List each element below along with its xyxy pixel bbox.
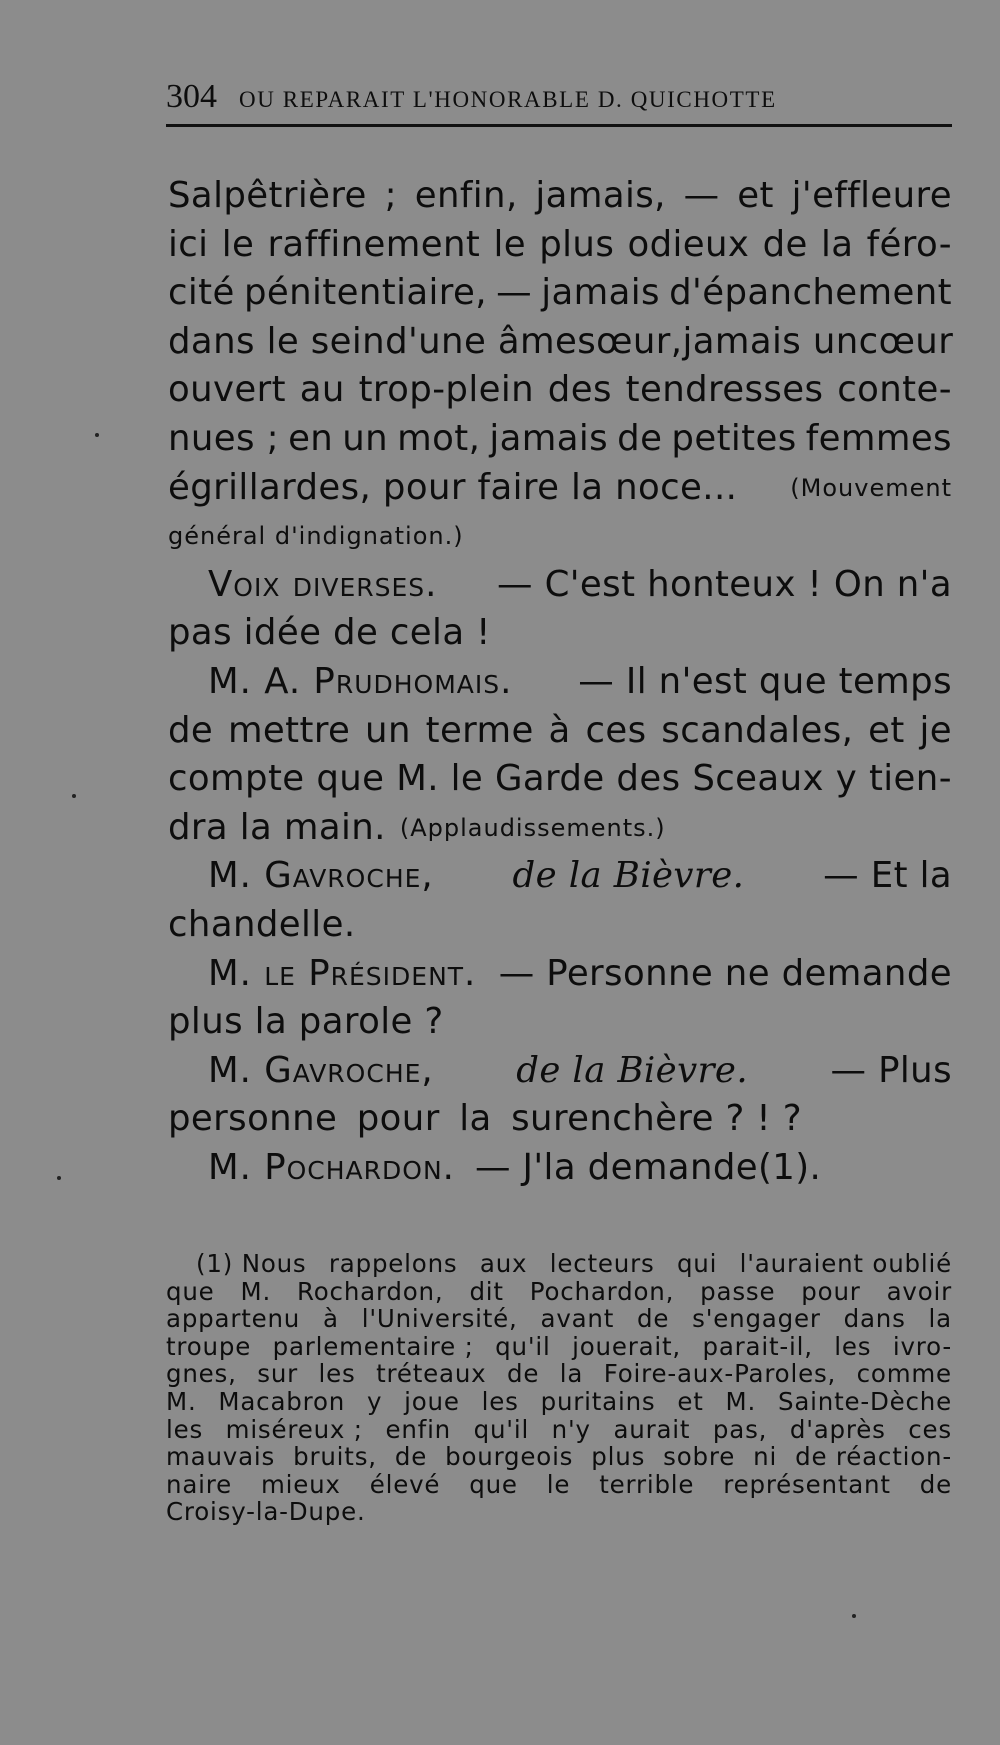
word: l'Université, xyxy=(361,1304,518,1334)
word: j'effleure xyxy=(791,175,952,216)
word: jamais xyxy=(541,272,660,314)
speech-text: — J'la demande(1). xyxy=(474,1146,822,1188)
word: plus xyxy=(539,223,615,265)
word: parait-il, xyxy=(702,1331,813,1361)
word: en xyxy=(288,417,334,459)
footnote-lines xyxy=(166,1250,952,1498)
word: Sceaux xyxy=(692,758,824,800)
header-rule xyxy=(166,124,952,127)
footnote-line xyxy=(166,1388,952,1416)
word: ivro- xyxy=(892,1331,952,1361)
word: jamais xyxy=(489,417,609,459)
word: les xyxy=(166,1414,204,1444)
word: — xyxy=(683,175,720,216)
word: M. xyxy=(725,1386,757,1416)
speech-continuation xyxy=(168,707,952,756)
speech-text: — Personne ne demande xyxy=(498,952,952,994)
word: et xyxy=(737,175,774,216)
body-lines xyxy=(168,172,952,464)
speaker-name: M. A. Prudhomais. xyxy=(208,660,513,702)
word: scandales, xyxy=(661,709,854,751)
word: la xyxy=(459,1098,492,1140)
word: que xyxy=(166,1276,215,1306)
word: enfin, xyxy=(414,175,518,216)
word: ces xyxy=(908,1414,952,1444)
word: ; xyxy=(384,175,397,216)
word: de xyxy=(507,1359,540,1389)
word: terrible xyxy=(599,1469,695,1499)
word: pour xyxy=(356,1098,440,1140)
stage-direction: (Mouvement xyxy=(790,473,952,502)
footnote-line xyxy=(166,1250,952,1278)
speaker-name: M. Gavroche, xyxy=(208,1049,434,1091)
word: passe xyxy=(700,1276,776,1306)
word: bourgeois xyxy=(445,1442,574,1472)
word: de xyxy=(394,1442,428,1472)
speech-text: pas idée de cela ! xyxy=(168,612,491,654)
speech-president xyxy=(168,950,952,999)
body-line-3 xyxy=(168,269,952,318)
word: féro- xyxy=(866,223,952,265)
word: avant xyxy=(540,1304,615,1334)
word: compte xyxy=(168,758,305,800)
word: qu'il xyxy=(473,1414,530,1444)
word: d'une âme xyxy=(385,320,578,362)
word: puritains xyxy=(540,1386,656,1416)
speaker-origin: de la Bièvre. xyxy=(516,1049,749,1091)
word: et xyxy=(677,1386,704,1416)
word: dans le sein xyxy=(168,320,386,362)
word: la xyxy=(820,223,854,265)
speech-text: plus la parole ? xyxy=(168,1001,444,1043)
speech-text: — Et la xyxy=(823,855,952,897)
word: femmes xyxy=(805,417,952,459)
word: représentant xyxy=(723,1469,891,1499)
word: mettre xyxy=(227,709,351,751)
speech-pochardon xyxy=(168,1144,952,1193)
scan-speck xyxy=(95,433,99,437)
footnote-line xyxy=(166,1471,952,1499)
word: M. le xyxy=(396,758,484,800)
word: sœur, xyxy=(577,320,683,362)
word: qu'il xyxy=(495,1331,551,1361)
word: et xyxy=(868,709,905,751)
word: mot, xyxy=(397,417,481,459)
word: Garde xyxy=(494,758,605,800)
word: jouerait, xyxy=(572,1331,681,1361)
word: ouvert xyxy=(168,369,286,411)
word: tien- xyxy=(868,758,952,800)
word: Sainte-Dèche xyxy=(777,1386,952,1416)
footnote xyxy=(166,1250,952,1526)
word: n'y xyxy=(551,1414,591,1444)
word: sur xyxy=(257,1359,299,1389)
speech-continuation xyxy=(168,1095,952,1144)
word: des xyxy=(616,758,681,800)
word: cité xyxy=(168,272,235,314)
body-text xyxy=(168,172,952,1192)
footnote-line xyxy=(166,1333,952,1361)
speech-continuation xyxy=(168,901,952,950)
word: cœur xyxy=(858,320,954,362)
word: y xyxy=(366,1386,383,1416)
word: tendresses xyxy=(625,369,824,411)
word: je xyxy=(919,709,952,751)
speaker-name: Voix diverses. xyxy=(208,563,438,605)
word: ni xyxy=(753,1442,778,1472)
speaker-origin: de la Bièvre. xyxy=(512,855,745,897)
word: les xyxy=(481,1386,519,1416)
word: qui xyxy=(676,1249,718,1278)
running-head: OU REPARAIT L'HONORABLE D. QUICHOTTE xyxy=(239,87,777,112)
word: M. xyxy=(240,1276,272,1306)
footnote-line xyxy=(166,1416,952,1444)
footnote-line xyxy=(166,1278,952,1306)
word: pénitentiaire, xyxy=(243,272,487,314)
speech-text: dra la main. xyxy=(168,806,386,848)
word: terme xyxy=(425,709,534,751)
word: d'après xyxy=(789,1414,886,1444)
word: pas, xyxy=(712,1414,768,1444)
body-line-5 xyxy=(168,366,952,415)
word: les xyxy=(834,1331,872,1361)
word: conte- xyxy=(837,369,952,411)
word: raffinement xyxy=(267,223,481,265)
word: miséreux ; xyxy=(225,1414,363,1444)
word: parlementaire ; xyxy=(272,1331,474,1361)
footnote-line xyxy=(166,1305,952,1333)
word: — xyxy=(496,272,532,314)
page-header xyxy=(166,78,952,116)
word: l'auraient oublié xyxy=(739,1249,952,1278)
word: au xyxy=(299,369,345,411)
stage-direction: général d'indignation.) xyxy=(168,522,464,551)
body-line-7 xyxy=(168,464,952,513)
word: de xyxy=(762,223,808,265)
word: (1) Nous xyxy=(196,1249,307,1278)
speech-continuation xyxy=(168,755,952,804)
word: s'engager xyxy=(692,1304,821,1334)
word: dans xyxy=(843,1304,906,1334)
word: troupe xyxy=(166,1331,252,1361)
stage-direction: (Applaudissements.) xyxy=(399,813,666,842)
word: avoir xyxy=(886,1276,952,1306)
scan-speck xyxy=(72,794,76,798)
word: Macabron xyxy=(218,1386,346,1416)
word: aurait xyxy=(613,1414,691,1444)
word: plus xyxy=(591,1442,646,1472)
word: lecteurs xyxy=(549,1249,655,1278)
footnote-line xyxy=(166,1443,952,1471)
speech-gavroche xyxy=(168,1047,952,1096)
word: naire xyxy=(166,1469,232,1499)
word: bruits, xyxy=(293,1442,377,1472)
body-line-6 xyxy=(168,415,952,464)
word: surenchère ? ! ? xyxy=(511,1098,802,1140)
speech-text: — C'est honteux ! On n'a xyxy=(497,563,952,605)
word: de xyxy=(637,1304,670,1334)
word: y xyxy=(835,758,858,800)
word: le xyxy=(221,223,255,265)
word: jamais, xyxy=(535,175,666,216)
word: trop-plein xyxy=(358,369,535,411)
word: à xyxy=(323,1304,339,1334)
word: de xyxy=(617,417,663,459)
body-line-7-text: égrillardes, pour faire la noce... xyxy=(168,466,738,508)
word: que xyxy=(316,758,385,800)
footnote-line xyxy=(166,1360,952,1388)
body-line-2 xyxy=(168,221,952,270)
word: nues ; xyxy=(168,417,279,459)
word: dit xyxy=(469,1276,504,1306)
word: que xyxy=(469,1469,518,1499)
speaker-name: M. le Président. xyxy=(208,952,477,994)
word: mauvais xyxy=(166,1442,276,1472)
body-line-8 xyxy=(168,512,952,561)
speaker-name: M. Gavroche, xyxy=(208,855,434,897)
word: le xyxy=(493,223,526,265)
speech-continuation xyxy=(168,609,952,658)
speech-gavroche xyxy=(168,852,952,901)
word: jamais un xyxy=(682,320,859,362)
word: d'épanchement xyxy=(669,272,952,314)
speaker-name: M. Pochardon. xyxy=(208,1146,455,1188)
word: personne xyxy=(168,1098,338,1140)
word: à xyxy=(548,709,571,751)
word: M. xyxy=(166,1386,197,1416)
word: de xyxy=(168,709,214,751)
word: Foire-aux-Paroles, xyxy=(603,1359,837,1389)
word: comme xyxy=(856,1359,952,1389)
body-line-1 xyxy=(168,172,952,221)
word: tréteaux xyxy=(376,1359,487,1389)
footnote-text: Croisy-la-Dupe. xyxy=(166,1497,366,1527)
speech-text: — Il n'est que temps xyxy=(578,660,952,702)
word: la xyxy=(928,1304,952,1334)
body-line-4 xyxy=(168,318,952,367)
word: Rochardon, xyxy=(297,1276,444,1306)
speech-continuation xyxy=(168,804,952,853)
word: joue xyxy=(404,1386,460,1416)
speech-voix xyxy=(168,561,952,610)
scan-speck xyxy=(57,1176,61,1180)
page-number: 304 xyxy=(166,78,217,115)
word: aux xyxy=(479,1249,528,1278)
word: un xyxy=(342,417,389,459)
word: sobre xyxy=(663,1442,736,1472)
speech-text: — Plus xyxy=(830,1049,952,1091)
footnote-line xyxy=(166,1498,952,1526)
word: ces xyxy=(585,709,647,751)
word: élevé xyxy=(369,1469,441,1499)
word: petites xyxy=(671,417,797,459)
word: le xyxy=(546,1469,571,1499)
word: pour xyxy=(801,1276,861,1306)
speech-text: chandelle. xyxy=(168,903,356,945)
word: des xyxy=(547,369,612,411)
word: de xyxy=(919,1469,952,1499)
word: les xyxy=(318,1359,356,1389)
word: ici xyxy=(168,223,209,265)
word: rappelons xyxy=(328,1249,458,1278)
word: odieux xyxy=(627,223,750,265)
word: de réaction- xyxy=(795,1442,952,1472)
scan-speck xyxy=(852,1614,856,1618)
word: un xyxy=(365,709,411,751)
word: gnes, xyxy=(166,1359,237,1389)
speech-prudhomais xyxy=(168,658,952,707)
word: la xyxy=(559,1359,584,1389)
speech-continuation xyxy=(168,998,952,1047)
word: Pochardon, xyxy=(529,1276,675,1306)
word: enfin xyxy=(385,1414,452,1444)
word: mieux xyxy=(260,1469,341,1499)
word: Salpêtrière xyxy=(168,175,367,216)
word: appartenu xyxy=(166,1304,301,1334)
